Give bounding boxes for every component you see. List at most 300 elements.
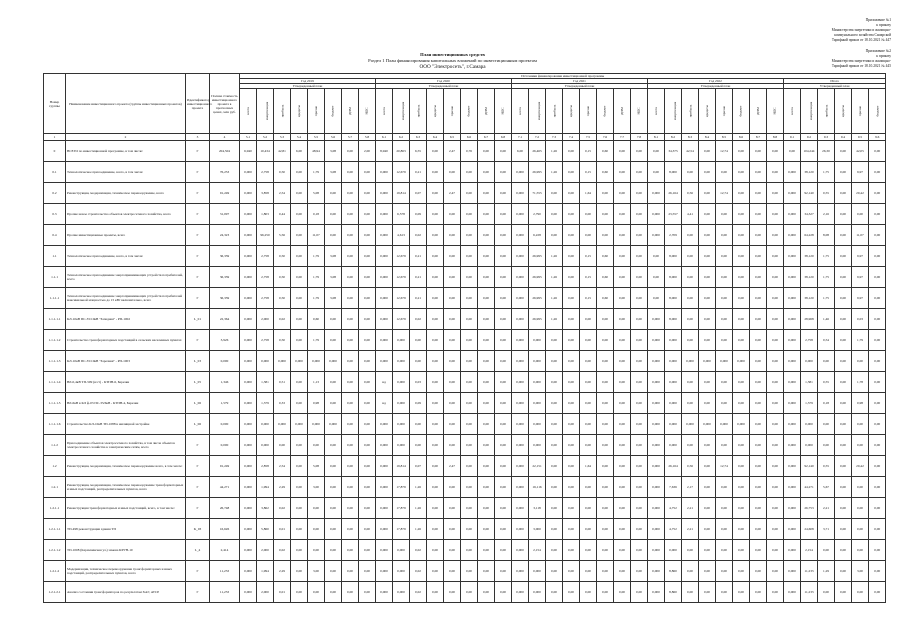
value-cell: 2,154 <box>801 540 818 561</box>
group-number-cell: 1.1.1.1.2 <box>44 330 66 351</box>
value-cell: 0,00 <box>478 225 495 246</box>
value-cell: 0,00 <box>699 225 716 246</box>
column-number: 2 <box>66 134 186 141</box>
column-number: 7.5 <box>580 134 597 141</box>
value-cell: 0,00 <box>767 498 784 519</box>
value-cell: 0,000 <box>393 435 410 456</box>
project-name-cell: Реконструкция трансформаторных и иных подстанций, всего, в том числе: <box>66 498 186 519</box>
value-cell: 0,000 <box>784 435 801 456</box>
table-row <box>44 183 886 204</box>
value-cell: 0,02 <box>410 309 427 330</box>
value-cell: 0,00 <box>291 393 308 414</box>
approval-line: Министерства энергетики и жилищно- <box>831 28 891 32</box>
value-cell: 0,000 <box>784 372 801 393</box>
value-cell: 2,21 <box>682 498 699 519</box>
value-cell: 0,00 <box>682 372 699 393</box>
value-cell: 0,000 <box>529 393 546 414</box>
value-cell: 0,00 <box>563 204 580 225</box>
value-cell: 0,00 <box>444 540 461 561</box>
value-cell: 0,00 <box>733 498 750 519</box>
value-cell: 0,00 <box>410 330 427 351</box>
value-cell: 0,00 <box>699 456 716 477</box>
header-cell-text: амортизация <box>401 101 406 121</box>
project-name-cell: Технологическое присоединение, всего, в том числе: <box>66 162 186 183</box>
value-cell: 0,000 <box>784 267 801 288</box>
value-cell: 0,00 <box>427 456 444 477</box>
value-cell: 0,00 <box>342 372 359 393</box>
value-cell: 0,50 <box>274 162 291 183</box>
group-number-cell: 0.2 <box>44 183 66 204</box>
value-cell: 0,00 <box>699 183 716 204</box>
value-cell: 3,08 <box>325 162 342 183</box>
value-cell: 0,00 <box>359 372 376 393</box>
value-cell: 0,00 <box>580 393 597 414</box>
value-cell: 0,55 <box>818 372 835 393</box>
col-source-type <box>257 89 274 134</box>
value-cell: 0,000 <box>512 309 529 330</box>
project-id-cell: Г <box>186 267 210 288</box>
value-cell: 0,000 <box>257 435 274 456</box>
value-cell: 0,000 <box>376 204 393 225</box>
table-row <box>44 372 886 393</box>
value-cell: 0,000 <box>512 183 529 204</box>
value-cell: 0,00 <box>750 498 767 519</box>
value-cell: 0,00 <box>478 540 495 561</box>
value-cell: 0,00 <box>308 582 325 603</box>
value-cell: 0,00 <box>427 477 444 498</box>
header-cell-text: всего <box>381 107 386 115</box>
value-cell: 0,00 <box>733 288 750 309</box>
col-source-type <box>359 89 376 134</box>
table-row <box>44 498 886 519</box>
value-cell: 3,08 <box>325 246 342 267</box>
value-cell: 0,00 <box>733 204 750 225</box>
value-cell: 1,26 <box>410 498 427 519</box>
project-id-cell: L_01 <box>186 309 210 330</box>
value-cell: 0,00 <box>750 351 767 372</box>
value-cell: 0,000 <box>733 414 750 435</box>
project-name-cell: Реконструкция, модернизация, техническое перевооружение трансформаторных и иных подстанций, распределительных пунктов, всего <box>66 477 186 498</box>
value-cell: 0,00 <box>325 183 342 204</box>
value-cell: 0,00 <box>342 246 359 267</box>
value-cell: 0,00 <box>852 540 869 561</box>
value-cell: 6,578 <box>393 204 410 225</box>
value-cell: 0,00 <box>291 519 308 540</box>
value-cell: 0,00 <box>546 330 563 351</box>
value-cell: 0,00 <box>631 330 648 351</box>
value-cell: 0,00 <box>750 393 767 414</box>
col-source-type <box>512 89 529 134</box>
value-cell: 0,00 <box>478 477 495 498</box>
approval-line: Приложение №2 <box>865 49 891 53</box>
value-cell: 5,08 <box>308 183 325 204</box>
column-number: 6.3 <box>410 134 427 141</box>
value-cell: 1,79 <box>852 330 869 351</box>
full-cost-cell: 91,249 <box>210 183 240 204</box>
header-cell-text: НДС <box>637 107 641 115</box>
value-cell: 0,000 <box>512 225 529 246</box>
value-cell: 0,00 <box>495 141 512 162</box>
header-cell-text: кредиты <box>704 104 709 118</box>
project-name-cell: КЛ-10кВ ПС-35/10кВ "Заречная" - РП-1003 <box>66 351 186 372</box>
value-cell: 0,00 <box>614 141 631 162</box>
value-cell: 0,00 <box>427 561 444 582</box>
col-source-type <box>410 89 427 134</box>
value-cell: 0,000 <box>529 435 546 456</box>
project-id-cell: Г <box>186 246 210 267</box>
value-cell: 1,26 <box>546 267 563 288</box>
value-cell: 0,000 <box>376 498 393 519</box>
value-cell: 0,15 <box>580 162 597 183</box>
value-cell: 0,00 <box>767 225 784 246</box>
value-cell: 0,000 <box>699 414 716 435</box>
column-number: 4 <box>210 134 240 141</box>
value-cell: 0,000 <box>512 582 529 603</box>
value-cell: 0,000 <box>665 540 682 561</box>
value-cell: 0,00 <box>461 162 478 183</box>
col-year: Год 2021 <box>512 79 648 84</box>
value-cell: 0,00 <box>580 414 597 435</box>
value-cell: 0,000 <box>648 204 665 225</box>
value-cell: 0,00 <box>733 183 750 204</box>
value-cell: 19,814 <box>393 183 410 204</box>
header-cell-text: амортизация <box>673 101 678 121</box>
value-cell: 0,00 <box>444 435 461 456</box>
value-cell: 0,00 <box>750 435 767 456</box>
value-cell: 0,000 <box>240 351 257 372</box>
value-cell: 0,00 <box>342 519 359 540</box>
value-cell: 0,00 <box>563 141 580 162</box>
value-cell: 0,00 <box>546 456 563 477</box>
value-cell: 0,00 <box>495 435 512 456</box>
value-cell: 0,00 <box>818 540 835 561</box>
value-cell: 0,00 <box>835 561 852 582</box>
value-cell: 11,233 <box>801 561 818 582</box>
value-cell: 96,250 <box>257 225 274 246</box>
column-number: 8.1 <box>648 134 665 141</box>
value-cell: 0,000 <box>376 414 393 435</box>
value-cell: 0,00 <box>478 141 495 162</box>
value-cell: 0,00 <box>444 414 461 435</box>
value-cell: 0,00 <box>461 477 478 498</box>
col-project-name: Наименование инвестиционного проекта (группы инвестиционных проектов) <box>66 74 186 134</box>
project-name-cell: Присоединение объектов электросетевого хозяйства, в том числе объектов электросетевого хозяйства к электрическим сетям, всего <box>66 435 186 456</box>
value-cell: 0,00 <box>580 435 597 456</box>
value-cell: 0,000 <box>240 330 257 351</box>
value-cell: 0,00 <box>852 204 869 225</box>
value-cell: 0,00 <box>835 162 852 183</box>
value-cell: 2,29 <box>274 477 291 498</box>
header-cell-text: бюджет <box>330 105 335 117</box>
table-row <box>44 162 886 183</box>
value-cell: 3,08 <box>325 288 342 309</box>
value-cell: 0,00 <box>427 246 444 267</box>
table-row <box>44 582 886 603</box>
value-cell: 0,00 <box>852 519 869 540</box>
value-cell: 0,00 <box>767 372 784 393</box>
header-cell-text: всего <box>517 107 522 115</box>
value-cell: 2,21 <box>818 498 835 519</box>
value-cell: 0,000 <box>665 435 682 456</box>
value-cell: 0,55 <box>818 183 835 204</box>
value-cell: 0,00 <box>869 372 886 393</box>
value-cell: 3,71 <box>818 519 835 540</box>
value-cell: 0,00 <box>478 267 495 288</box>
value-cell: 0,00 <box>631 414 648 435</box>
value-cell: 0,00 <box>478 309 495 330</box>
project-id-cell: L_06 <box>186 393 210 414</box>
value-cell: 0,00 <box>461 498 478 519</box>
column-number: 8.4 <box>699 134 716 141</box>
value-cell: 0,00 <box>648 162 665 183</box>
project-id-cell: Г <box>186 582 210 603</box>
approval-line: к приказу <box>876 54 891 58</box>
value-cell: 0,00 <box>699 498 716 519</box>
value-cell: 0,00 <box>716 540 733 561</box>
value-cell: 0,000 <box>529 561 546 582</box>
value-cell: 0,00 <box>716 330 733 351</box>
value-cell: 0,000 <box>240 204 257 225</box>
value-cell: 0,00 <box>835 288 852 309</box>
value-cell: 0,00 <box>614 204 631 225</box>
value-cell: 2,16 <box>818 204 835 225</box>
value-cell: 0,03 <box>410 372 427 393</box>
value-cell: 0,00 <box>495 477 512 498</box>
value-cell: 0,000 <box>240 498 257 519</box>
col-source-type <box>733 89 750 134</box>
col-source-type <box>461 89 478 134</box>
value-cell: 1,78 <box>852 372 869 393</box>
value-cell: 26,995 <box>529 288 546 309</box>
value-cell: 0,00 <box>291 288 308 309</box>
value-cell: 0,01 <box>274 519 291 540</box>
value-cell: 0,60 <box>597 246 614 267</box>
value-cell: 0,00 <box>342 414 359 435</box>
col-source-type <box>342 89 359 134</box>
value-cell: 0,00 <box>767 330 784 351</box>
value-cell: 0,00 <box>716 435 733 456</box>
value-cell: 0,000 <box>240 435 257 456</box>
value-cell: 1,381 <box>801 372 818 393</box>
value-cell: 0,00 <box>631 246 648 267</box>
value-cell: 0,000 <box>274 414 291 435</box>
approval-line: коммунального хозяйства Самарской <box>834 33 891 37</box>
value-cell: 0,00 <box>444 351 461 372</box>
value-cell: 0,00 <box>648 288 665 309</box>
value-cell: 9,97 <box>852 288 869 309</box>
value-cell: 0,000 <box>784 519 801 540</box>
header-cell-text: кредиты <box>432 104 437 118</box>
value-cell: 0,00 <box>342 456 359 477</box>
full-cost-cell: 0,000 <box>210 351 240 372</box>
value-cell: 0,00 <box>291 246 308 267</box>
column-number: 7.1 <box>512 134 529 141</box>
value-cell: 0,00 <box>869 183 886 204</box>
column-number: 5.7 <box>342 134 359 141</box>
value-cell: 0,00 <box>563 246 580 267</box>
value-cell: 0,000 <box>699 351 716 372</box>
value-cell: 0,00 <box>869 246 886 267</box>
value-cell: 20,863 <box>393 141 410 162</box>
value-cell: 0,00 <box>733 393 750 414</box>
value-cell: 0,00 <box>818 435 835 456</box>
value-cell: 0,00 <box>869 141 886 162</box>
table-row <box>44 351 886 372</box>
value-cell: 26,995 <box>529 267 546 288</box>
value-cell: 0,00 <box>614 267 631 288</box>
project-name-cell: КЛ-10кВ ПС-35/10кВ "Западная" - РП-1002 <box>66 309 186 330</box>
value-cell: 0,00 <box>835 435 852 456</box>
value-cell: 0,00 <box>546 204 563 225</box>
value-cell: 0,00 <box>597 519 614 540</box>
value-cell: 0,00 <box>631 393 648 414</box>
value-cell: 1,79 <box>308 162 325 183</box>
header-cell-text: НДС <box>773 107 777 115</box>
value-cell: 0,00 <box>614 456 631 477</box>
value-cell: 0,000 <box>784 183 801 204</box>
value-cell: 0,00 <box>444 204 461 225</box>
value-cell: 0,00 <box>631 351 648 372</box>
value-cell: 0,00 <box>325 204 342 225</box>
header-cell-text: амортизация <box>809 101 814 121</box>
value-cell: 0,000 <box>512 477 529 498</box>
value-cell: 0,000 <box>257 414 274 435</box>
value-cell: 2,858 <box>257 456 274 477</box>
value-cell: 0,000 <box>682 414 699 435</box>
value-cell: 0,00 <box>767 435 784 456</box>
value-cell: 0,07 <box>410 456 427 477</box>
full-cost-cell: 11,233 <box>210 582 240 603</box>
value-cell: 0,000 <box>257 351 274 372</box>
value-cell: 5,860 <box>257 519 274 540</box>
value-cell: 2,29 <box>274 561 291 582</box>
value-cell: 0,00 <box>869 498 886 519</box>
value-cell: 8,08 <box>818 225 835 246</box>
group-number-cell: 0 <box>44 141 66 162</box>
value-cell: 17,879 <box>393 498 410 519</box>
col-full-cost: Полная стоимость инвестиционного проекта в прогнозных ценах, млн руб. <box>210 74 240 134</box>
value-cell: 0,00 <box>478 435 495 456</box>
value-cell: 0,00 <box>291 162 308 183</box>
value-cell: 0,00 <box>682 561 699 582</box>
value-cell: 0,00 <box>733 435 750 456</box>
value-cell: 0,00 <box>597 477 614 498</box>
value-cell: 0,00 <box>563 288 580 309</box>
value-cell: 0,00 <box>291 225 308 246</box>
group-number-cell: 1.1.2 <box>44 435 66 456</box>
value-cell: 0,00 <box>478 246 495 267</box>
value-cell: 0,000 <box>665 393 682 414</box>
value-cell: 0,15 <box>580 267 597 288</box>
value-cell: 0,02 <box>274 309 291 330</box>
value-cell: 8,860 <box>665 582 682 603</box>
value-cell: нд <box>376 393 393 414</box>
group-number-cell: 1.1.1.1.1 <box>44 309 66 330</box>
value-cell: 0,000 <box>512 435 529 456</box>
project-id-cell: Г <box>186 561 210 582</box>
value-cell: 0,00 <box>699 582 716 603</box>
full-cost-cell: 36,339 <box>210 288 240 309</box>
value-cell: 0,00 <box>835 351 852 372</box>
value-cell: 0,00 <box>835 393 852 414</box>
value-cell: 0,000 <box>801 414 818 435</box>
value-cell: 0,00 <box>563 162 580 183</box>
value-cell: 3,118 <box>529 498 546 519</box>
col-source-type <box>393 89 410 134</box>
value-cell: 4,752 <box>665 498 682 519</box>
approval-line: Министерства энергетики и жилищно- <box>831 59 891 63</box>
group-number-cell: 1.1.1.1.5 <box>44 393 66 414</box>
value-cell: 1,13 <box>308 372 325 393</box>
value-cell: 0,00 <box>733 267 750 288</box>
value-cell: 0,00 <box>767 141 784 162</box>
value-cell: 2,000 <box>257 582 274 603</box>
value-cell: 10,434 <box>257 141 274 162</box>
value-cell: 0,00 <box>716 162 733 183</box>
value-cell: 0,000 <box>240 183 257 204</box>
value-cell: 0,00 <box>325 477 342 498</box>
value-cell: 34,375 <box>665 141 682 162</box>
value-cell: 0,00 <box>767 456 784 477</box>
value-cell: 0,000 <box>376 540 393 561</box>
value-cell: 0,00 <box>835 372 852 393</box>
column-number: 9.2 <box>801 134 818 141</box>
value-cell: 64,228 <box>801 225 818 246</box>
table-row <box>44 456 886 477</box>
value-cell: 0,000 <box>648 540 665 561</box>
value-cell: 24,608 <box>801 519 818 540</box>
value-cell: 0,00 <box>852 582 869 603</box>
value-cell: 0,00 <box>682 435 699 456</box>
value-cell: 0,00 <box>325 561 342 582</box>
group-number-cell: 1.2.1.2 <box>44 561 66 582</box>
value-cell: 0,000 <box>716 351 733 372</box>
value-cell: 0,00 <box>444 162 461 183</box>
value-cell: 0,00 <box>359 246 376 267</box>
value-cell: 0,00 <box>869 393 886 414</box>
value-cell: 0,00 <box>699 519 716 540</box>
value-cell: 0,00 <box>563 582 580 603</box>
value-cell: 0,00 <box>444 477 461 498</box>
value-cell: 12,679 <box>393 162 410 183</box>
value-cell: 0,00 <box>359 309 376 330</box>
value-cell: 0,000 <box>529 582 546 603</box>
value-cell: 0,00 <box>495 414 512 435</box>
value-cell: 0,000 <box>376 351 393 372</box>
column-number: 7.3 <box>546 134 563 141</box>
col-source-type <box>495 89 512 134</box>
value-cell: 0,000 <box>325 351 342 372</box>
full-cost-cell: 1,346 <box>210 372 240 393</box>
value-cell: 9,97 <box>852 162 869 183</box>
value-cell: 0,000 <box>665 330 682 351</box>
value-cell: 0,00 <box>444 561 461 582</box>
group-number-cell: 1.2.1.1.2 <box>44 540 66 561</box>
value-cell: 0,00 <box>427 351 444 372</box>
value-cell: 0,00 <box>750 288 767 309</box>
value-cell: 0,00 <box>648 246 665 267</box>
value-cell: 0,02 <box>410 561 427 582</box>
approval-line: Тарифный приказ от 18.10.2021 № 447 <box>831 38 891 42</box>
column-number: 9.4 <box>835 134 852 141</box>
value-cell: 0,00 <box>291 267 308 288</box>
value-cell: 12,679 <box>393 288 410 309</box>
value-cell: 0,000 <box>308 351 325 372</box>
value-cell: 0,00 <box>852 435 869 456</box>
value-cell: 0,00 <box>495 582 512 603</box>
col-group-number: Номер группы <box>44 74 66 134</box>
value-cell: 8,000 <box>665 267 682 288</box>
